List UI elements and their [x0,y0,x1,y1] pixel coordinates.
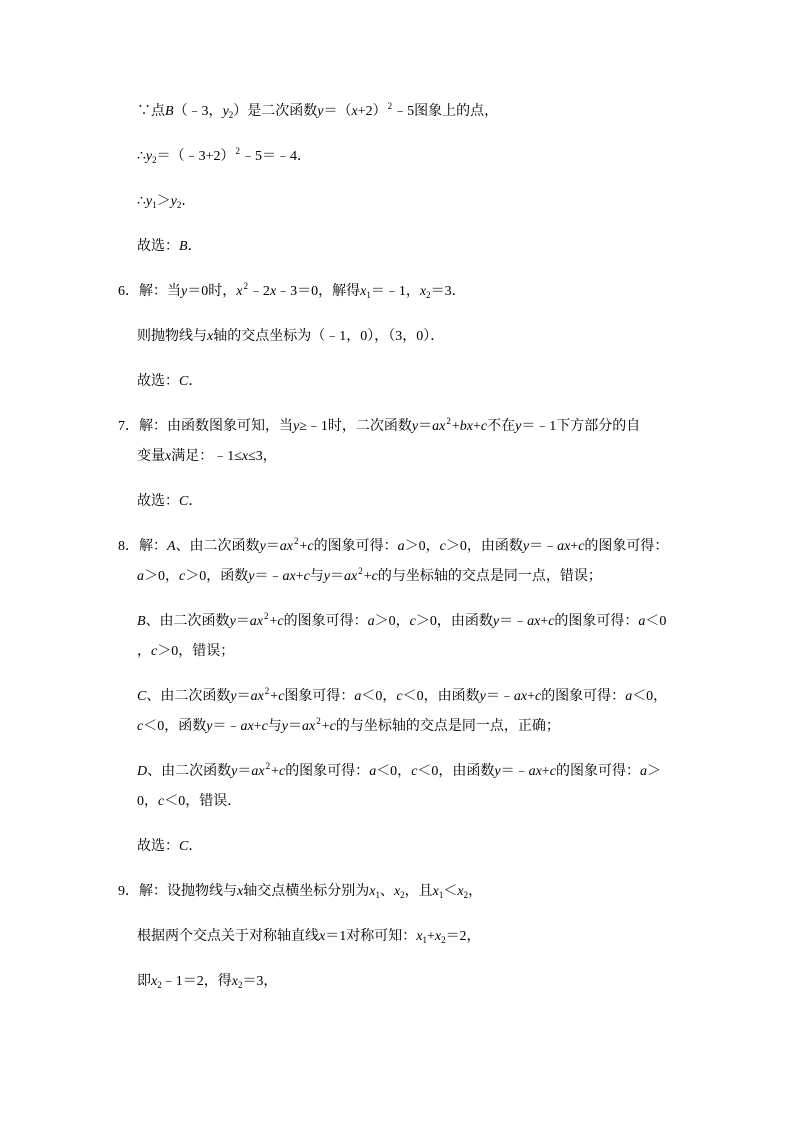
text-run: ＝﹣ [212,719,241,734]
subscript: 2 [176,200,182,210]
math-variable: ax [513,689,528,704]
text-run: 的图象可得： [584,539,669,554]
text-run: ＝ [265,539,280,554]
text-line [137,787,737,817]
text-run: 的图象可得： [285,764,370,779]
math-variable: c [329,719,336,734]
text-line [118,277,737,307]
paragraph [137,922,737,952]
math-variable: c [303,569,310,584]
solution-item [118,877,737,907]
text-run: 、由二次函数 [175,539,260,554]
text-line [137,607,737,637]
math-variable: x [231,974,238,989]
math-variable: c [151,644,158,659]
math-variable: ax [249,614,263,629]
math-variable: x [241,449,249,464]
paragraph [137,187,737,217]
math-variable: c [277,614,284,629]
item-number: 9． [118,884,139,899]
text-run: ＝﹣ [254,569,283,584]
text-run: ＝（ [323,104,352,119]
text-run: 的与坐标轴的交点是同一点，错误； [377,569,602,584]
subscript: 2 [237,980,243,990]
text-run: 、由二次函数 [147,764,232,779]
text-run: 与 [267,719,282,734]
text-run: ＞ [646,764,661,779]
text-run: ， [137,644,151,659]
text-run: + [472,419,481,434]
text-run: 轴交点横坐标分别为 [243,884,370,899]
math-variable: c [278,689,285,704]
text-line [137,832,737,862]
text-run: 解： [139,539,167,554]
text-run: ． [181,194,196,209]
text-line [137,562,737,592]
paragraph [137,682,737,742]
math-variable: a [367,614,375,629]
text-run: 的图象可得： [554,614,639,629]
paragraph [137,832,737,862]
math-variable: y [181,284,188,299]
text-run: 则抛物线与 [137,329,207,344]
math-variable: y [229,614,236,629]
math-variable: ax [250,689,264,704]
text-run: ＝3． [430,284,466,299]
text-run: 、 [379,884,394,899]
text-run: + [527,689,535,704]
text-run: + [570,539,579,554]
paragraph [137,232,737,262]
math-variable: y [323,569,330,584]
text-run: 根据两个交点关于对称轴直线 [137,929,319,944]
math-variable: x [236,284,243,299]
math-variable: y [259,539,266,554]
math-variable: C [179,839,189,854]
text-run: 解：设抛物线与 [139,884,237,899]
math-variable: y [230,689,237,704]
text-run: + [269,614,278,629]
text-run: ＞0，由函数 [415,614,493,629]
math-variable: a [638,614,646,629]
text-line [137,142,737,172]
text-line [118,532,737,562]
text-run: ＝ [237,764,252,779]
math-variable: ax [279,539,293,554]
text-run: ﹣5图象上的点， [393,104,499,119]
text-run: ≥﹣1时，二次函数 [299,419,412,434]
text-run: ＝﹣ [485,689,514,704]
math-variable: y [222,104,229,119]
text-run: + [426,929,435,944]
math-variable: x [165,449,172,464]
text-run: 、由二次函数 [145,614,230,629]
text-run: ． [187,239,202,254]
text-run: ∴ [137,194,146,209]
math-variable: B [137,614,146,629]
text-run: ﹣2 [248,284,270,299]
math-variable: ax [344,569,358,584]
text-run: ≤3， [248,449,277,464]
text-run: ﹣1＝2，得 [161,974,232,989]
text-run: + [321,719,330,734]
text-run: 与 [309,569,324,584]
math-variable: c [439,539,446,554]
math-variable: x [369,884,376,899]
text-run: ＜0，由函数 [417,764,495,779]
solution-item [118,277,737,307]
text-run: ＝﹣1下方部分的自 [521,419,641,434]
math-variable: y [317,104,324,119]
math-variable: ax [302,719,316,734]
text-run: 的图象可得： [283,614,368,629]
math-variable: y [281,719,288,734]
text-run: +2） [357,104,387,119]
text-run: ＞0，错误； [157,644,235,659]
text-run: + [541,764,550,779]
item-number: 7． [118,419,139,434]
math-variable: a [397,539,405,554]
paragraph [137,142,737,172]
text-run: 故选： [137,239,179,254]
math-variable: y [515,419,522,434]
subscript: 1 [152,200,157,210]
math-variable: y [411,419,419,434]
paragraph [137,967,737,997]
math-variable: x [151,974,158,989]
math-variable: c [480,419,488,434]
text-run: 的与坐标轴的交点是同一点，正确； [335,719,560,734]
superscript: 2 [235,146,241,156]
math-variable: c [158,794,165,809]
text-run: ＝﹣1， [370,284,420,299]
math-variable: C [137,689,147,704]
text-run: 变量 [137,449,165,464]
superscript: 2 [243,281,248,291]
text-line [137,487,737,517]
text-run: ＞0， [144,569,179,584]
text-line [137,187,737,217]
math-variable: a [369,764,377,779]
text-run: ∴ [137,149,146,164]
item-number: 8． [118,539,139,554]
text-line [137,757,737,787]
text-run: ， [468,884,483,899]
math-variable: ax [432,419,446,434]
math-variable: ax [557,539,571,554]
text-run: 故选： [137,494,179,509]
text-run: ＜0 [645,614,667,629]
paragraph [137,607,737,667]
math-variable: x [419,284,427,299]
paragraph [137,97,737,127]
text-run: ＝ [288,719,302,734]
text-run: ＞0， [374,614,410,629]
text-run: + [271,764,279,779]
text-line [137,322,737,352]
math-variable: C [179,494,189,509]
math-variable: a [639,764,647,779]
text-line [137,712,737,742]
text-run: 即 [137,974,151,989]
text-run: ＝ [418,419,433,434]
superscript: 2 [264,611,269,621]
text-run: ＝ [235,614,250,629]
text-line [137,97,737,127]
text-run: ＝0时， [187,284,237,299]
math-variable: x [434,929,442,944]
math-variable: c [409,614,416,629]
text-line [118,412,737,442]
text-line [137,232,737,262]
subscript: 2 [441,935,446,945]
math-variable: x [360,284,367,299]
math-variable: ax [528,764,542,779]
math-variable: c [278,764,286,779]
subscript: 1 [438,890,444,900]
subscript: 1 [366,290,371,300]
text-run: 故选： [137,839,179,854]
text-run: ＝ [330,569,344,584]
paragraph [137,367,737,397]
text-run: ＝3， [242,974,278,989]
superscript: 2 [446,416,451,426]
text-run: ＝2， [445,929,481,944]
math-variable: c [548,614,555,629]
text-run: ＝﹣ [499,614,528,629]
text-line [137,967,737,997]
text-run: + [299,539,308,554]
math-variable: y [494,764,501,779]
text-run: 轴的交点坐标为（﹣1，0），（3，0）． [213,329,445,344]
math-variable: bx [459,419,473,434]
text-run: （﹣3， [173,104,223,119]
paragraph [137,487,737,517]
text-run: ＜0， [632,689,668,704]
subscript: 2 [152,155,157,165]
text-run: ＜0，由函数 [402,689,480,704]
superscript: 2 [294,536,299,546]
text-run: 的图象可得： [555,764,640,779]
text-line [118,877,737,907]
math-variable: y [293,419,300,434]
subscript: 2 [400,890,405,900]
text-run: ，且 [404,884,433,899]
math-variable: x [269,284,277,299]
math-variable: c [371,569,378,584]
math-variable: ax [282,569,296,584]
text-run: ＞0，由函数 [445,539,523,554]
math-variable: x [416,929,423,944]
math-variable: y [206,719,213,734]
text-line [137,637,737,667]
text-run: ． [188,839,203,854]
math-variable: D [137,764,148,779]
text-run: 、由二次函数 [146,689,231,704]
math-variable: c [261,719,268,734]
text-run: ． [188,374,203,389]
text-run: + [253,719,262,734]
math-variable: c [549,764,556,779]
text-run: 解：当 [139,284,181,299]
math-variable: c [137,719,144,734]
superscript: 2 [387,101,393,111]
math-variable: y [479,689,486,704]
text-run: + [270,689,279,704]
subscript: 2 [228,110,234,120]
superscript: 2 [264,686,270,696]
text-run: ﹣5＝﹣4． [241,149,312,164]
text-run: + [540,614,549,629]
math-variable: c [179,569,186,584]
math-variable: y [522,539,530,554]
text-line [137,682,737,712]
math-variable: x [319,929,326,944]
text-run: ． [188,494,203,509]
text-run: ＝1对称可知： [325,929,417,944]
math-variable: a [354,689,362,704]
text-run: ＜ [443,884,458,899]
math-variable: y [231,764,238,779]
superscript: 2 [265,761,271,771]
superscript: 2 [316,716,321,726]
superscript: 2 [358,566,363,576]
subscript: 1 [375,890,380,900]
item-number: 6． [118,284,139,299]
paragraph [137,322,737,352]
text-run: ＞0， [404,539,440,554]
text-run: ＝﹣ [529,539,558,554]
math-variable: c [534,689,542,704]
text-run: ＜0， [361,689,397,704]
math-variable: x [351,104,358,119]
math-variable: c [307,539,314,554]
text-run: 的图象可得： [313,539,398,554]
text-run: 的图象可得： [541,689,626,704]
math-variable: B [165,104,174,119]
solution-item [118,532,737,592]
subscript: 1 [422,935,427,945]
math-variable: y [248,569,255,584]
math-variable: c [578,539,585,554]
math-variable: x [457,884,464,899]
math-variable: C [179,374,189,389]
solution-text [118,97,737,1012]
text-run: + [295,569,304,584]
text-run: ﹣3＝0，解得 [276,284,361,299]
text-run: ＜0，函数 [143,719,207,734]
text-run: ＝ [236,689,251,704]
text-line [137,922,737,952]
text-run: ＝﹣ [500,764,529,779]
math-variable: x [432,884,439,899]
text-run: + [451,419,460,434]
text-run: 图象可得： [284,689,355,704]
text-run: ∵点 [137,104,165,119]
math-variable: B [179,239,188,254]
text-run: ＜0，错误． [164,794,242,809]
text-run: 满足：﹣1≤ [171,449,242,464]
math-variable: y [170,194,177,209]
math-variable: a [625,689,633,704]
paragraph [137,757,737,817]
text-line [137,442,737,472]
text-run: 0， [137,794,158,809]
math-variable: x [393,884,401,899]
text-run: + [363,569,372,584]
text-run: ）是二次函数 [233,104,318,119]
text-run: ＝（﹣3+2） [156,149,235,164]
math-variable: x [207,329,214,344]
math-variable: x [237,884,244,899]
text-run: ＞ [156,194,171,209]
math-variable: c [411,764,418,779]
text-run: ＞0，函数 [185,569,249,584]
math-variable: y [492,614,500,629]
math-variable: ax [527,614,541,629]
subscript: 2 [426,290,431,300]
text-run: ＜0， [376,764,412,779]
text-line [137,367,737,397]
math-variable: y [145,194,153,209]
text-run: 故选： [137,374,179,389]
solution-item [118,412,737,472]
subscript: 2 [157,980,162,990]
math-variable: a [137,569,144,584]
math-variable: A [167,539,176,554]
math-variable: c [396,689,403,704]
math-variable: y [145,149,153,164]
text-run: 不在 [487,419,516,434]
subscript: 2 [463,890,469,900]
text-run: 解：由函数图象可知，当 [139,419,293,434]
math-variable: ax [240,719,254,734]
math-variable: ax [251,764,265,779]
